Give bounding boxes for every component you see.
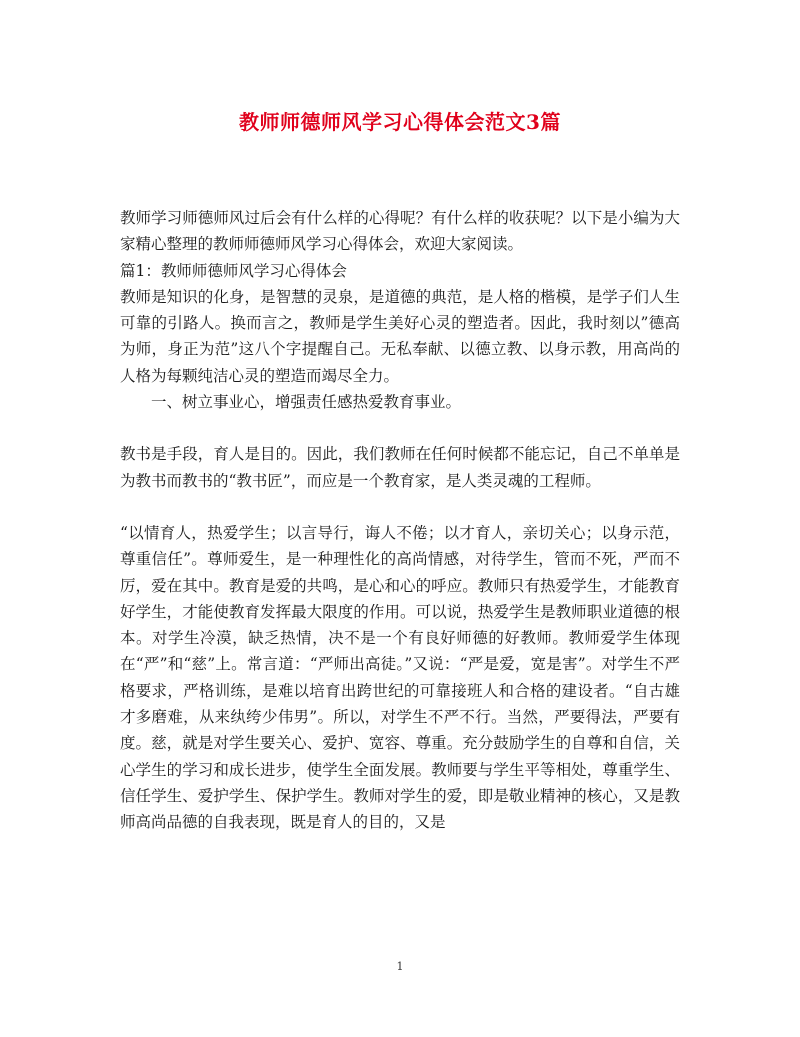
body-paragraph: 教师是知识的化身，是智慧的灵泉，是道德的典范，是人格的楷模，是学子们人生可靠的引路人。换而言之，教师是学生美好心灵的塑造者。因此，我时刻以”德高为师，身正为范”这八个字提醒自己。无私奉献、以德立教、以身示教，用高尚的人格为每颗纯洁心灵的塑造而竭尽全力。 — [120, 287, 680, 385]
page-number: 1 — [396, 960, 404, 973]
body-paragraph: “以情育人，热爱学生；以言导行，诲人不倦；以才育人，亲切关心；以身示范，尊重信任”。尊师爱生，是一种理性化的高尚情感，对待学生，管而不死，严而不厉，爱在其中。教育是爱的共鸣，是心和心的呼应。教师只有热爱学生，才能教育好学生，才能使教育发挥最大限度的作用。可以说，热爱学生是教师职业道德的根本。对学生冷漠，缺乏热情，决不是一个有良好师德的好教师。教师爱学生体现在“严”和“慈”上。常言道：“严师出高徒。”又说：“严是爱，宽是害”。对学生不严格要求，严格训练，是难以培育出跨世纪的可靠接班人和合格的建设者。“自古雄才多磨难，从来纨绔少伟男”。所以，对学生不严不行。当然，严要得法，严要有度。慈，就是对学生要关心、爱护、宽容、尊重。充分鼓励学生的自尊和自信，关心学生的学习和成长进步，使学生全面发展。教师要与学生平等相处，尊重学生、信任学生、爱护学生、保护学生。教师对学生的爱，即是敬业精神的核心，又是教师高尚品德的自我表现，既是育人的目的，又是 — [120, 523, 680, 832]
section-heading: 篇1：教师师德师风学习心得体会 — [120, 261, 347, 280]
intro-paragraph: 教师学习师德师风过后会有什么样的心得呢？有什么样的收获呢？以下是小编为大家精心整理的教师师德师风学习心得体会，欢迎大家阅读。 — [120, 209, 680, 254]
document-title: 教师师德师风学习心得体会范文3篇 — [239, 110, 561, 134]
document-body — [120, 205, 680, 836]
subsection-heading: 一、树立事业心，增强责任感热爱教育事业。 — [151, 393, 462, 412]
body-paragraph: 教书是手段，育人是目的。因此，我们教师在任何时候都不能忘记，自己不单单是为教书而教书的“教书匠”，而应是一个教育家，是人类灵魂的工程师。 — [120, 445, 680, 490]
